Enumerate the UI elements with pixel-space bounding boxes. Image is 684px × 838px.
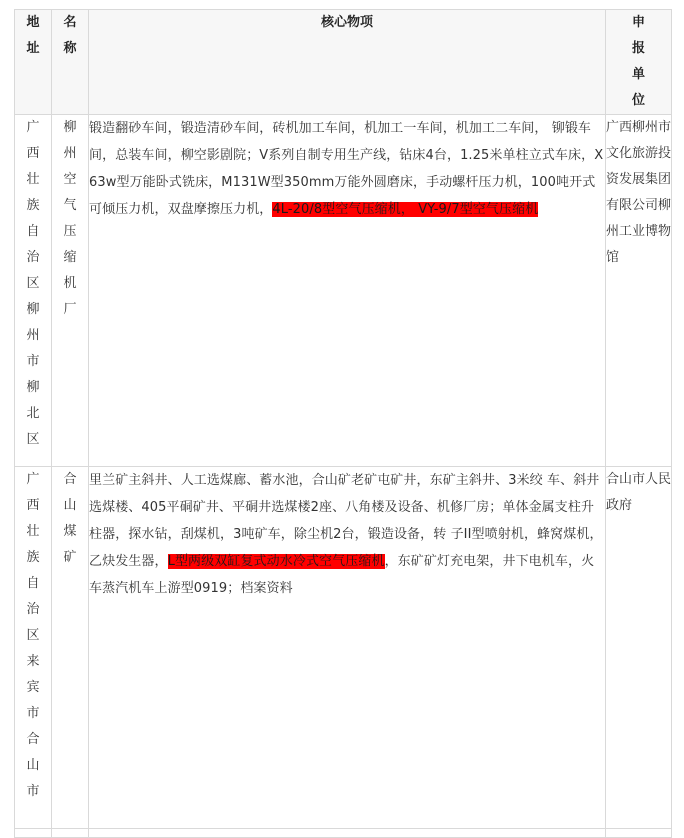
row2-items-highlight: L型两级双缸复式动水冷式空气压缩机 xyxy=(167,554,385,569)
row1-address: 广 西 壮 族 自 治 区 柳 州 市 柳 北 区 xyxy=(26,120,40,447)
table-row xyxy=(15,467,672,829)
header-unit xyxy=(606,10,672,115)
partial-cell-3 xyxy=(89,829,606,838)
row1-name: 柳 州 空 气 压 缩 机 厂 xyxy=(63,120,77,317)
row2-unit-cell xyxy=(606,467,672,829)
partial-cell-1 xyxy=(15,829,52,838)
header-name-text: 名 称 xyxy=(63,15,77,56)
row2-items-cell xyxy=(89,467,606,829)
row1-address-cell xyxy=(15,115,52,467)
row1-items-highlight: 4L-20/8型空气压缩机， VY-9/7型空气压缩机 xyxy=(272,202,539,217)
row2-unit: 合山市人民政府 xyxy=(606,472,672,513)
header-row xyxy=(15,10,672,115)
row1-unit-cell xyxy=(606,115,672,467)
row2-items-after: ，东矿矿灯充电架，井下电机车，火车蒸汽机车上游型0919；档案资料 xyxy=(89,554,595,596)
table-row-partial xyxy=(15,829,672,838)
row2-address-cell xyxy=(15,467,52,829)
heritage-table xyxy=(14,9,672,838)
table-row xyxy=(15,115,672,467)
row2-items-text: 里兰矿主斜井、人工选煤廊、蓄水池，合山矿老矿屯矿井，东矿主斜井、3米绞 车、斜井选煤楼、405平硐矿井、平硐井选煤楼2座、八角楼及设备、机修厂房；单体金属支柱升柱器，探水钻，刮煤机，3吨矿车，除尘机2台，锻造设备，转 子II型喷射机，蜂窝煤机，乙炔发生器， xyxy=(89,473,603,569)
header-items-text: 核心物项 xyxy=(320,15,373,30)
row1-items-cell xyxy=(89,115,606,467)
row1-items-text: 锻造翻砂车间，锻造清砂车间，砖机加工车间，机加工一车间，机加工二车间， 铆锻车间，总装车间，柳空影剧院；V系列自制专用生产线，钻床4台，1.25米单柱立式车床，X63w型万能卧式铣床，M131W型350mm万能外圆磨床，手动螺杆压力机，100吨开式可倾压力机，双盘摩擦压力机， xyxy=(89,121,604,217)
header-items xyxy=(89,10,606,115)
partial-cell-4 xyxy=(606,829,672,838)
header-address xyxy=(15,10,52,115)
header-address-text: 地 址 xyxy=(26,15,40,56)
row1-name-cell xyxy=(52,115,89,467)
header-unit-text: 申 报 单 位 xyxy=(631,15,645,108)
header-name xyxy=(52,10,89,115)
row2-name-cell xyxy=(52,467,89,829)
row2-address: 广 西 壮 族 自 治 区 来 宾 市 合 山 市 xyxy=(26,472,40,799)
partial-cell-2 xyxy=(52,829,89,838)
row1-unit: 广西柳州市文化旅游投资发展集团有限公司柳州工业博物馆 xyxy=(606,120,672,265)
row2-name: 合 山 煤 矿 xyxy=(63,472,77,565)
